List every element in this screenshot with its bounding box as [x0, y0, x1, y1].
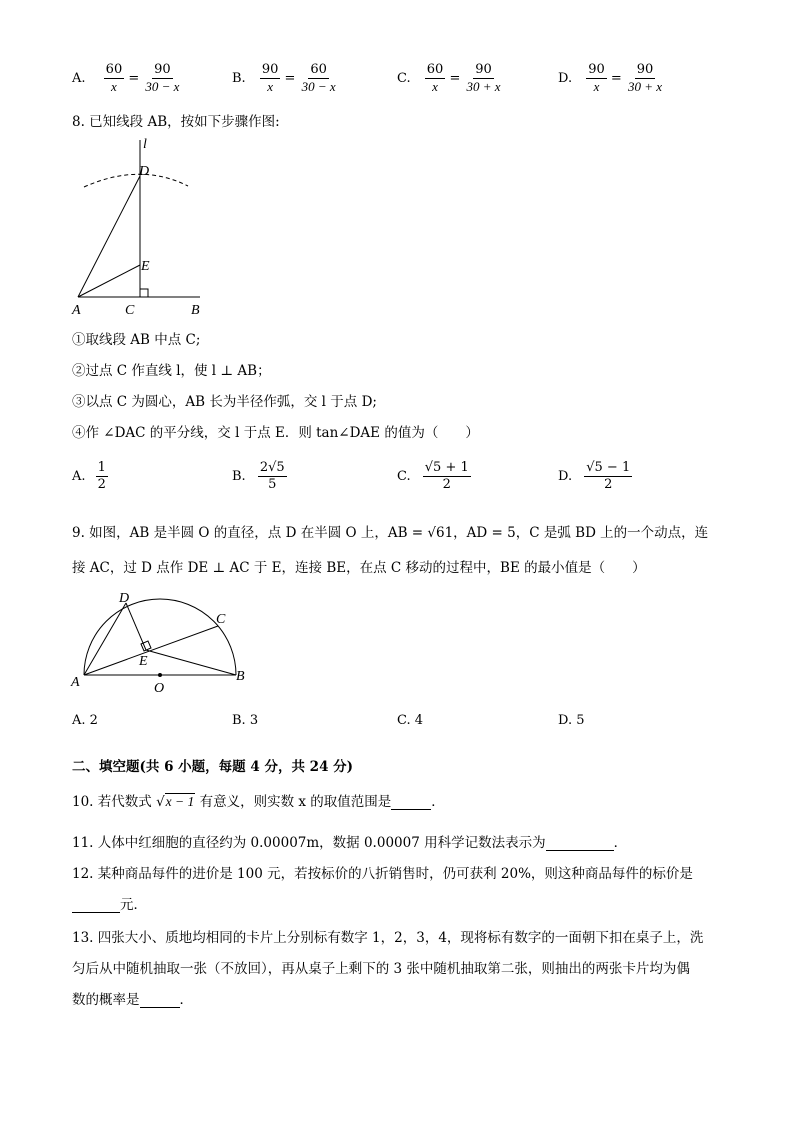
fraction — [465, 62, 503, 95]
segment-ae — [78, 265, 140, 297]
q7-option-d — [558, 62, 664, 95]
label-d: D — [139, 164, 150, 179]
q13-line-1: 13. 四张大小、质地均相同的卡片上分别标有数字 1，2，3，4，现将标有数字的一面朝下扣在桌子上，洗 — [72, 930, 704, 946]
q8-figure — [70, 132, 220, 322]
label-a: A — [71, 675, 80, 690]
fraction — [586, 62, 607, 95]
q7-option-b — [232, 62, 338, 95]
denominator: x — [593, 79, 600, 94]
answer-blank — [391, 795, 431, 810]
q8-step-3: ③以点 C 为圆心，AB 长为半径作弧，交 l 于点 D; — [72, 394, 377, 410]
numerator: 90 — [475, 62, 492, 77]
numerator: √5 + 1 — [424, 460, 469, 475]
option-label: C. — [397, 71, 411, 86]
option-label: D. — [558, 71, 573, 86]
denominator: 2 — [604, 477, 613, 492]
label-e: E — [141, 259, 150, 274]
q12-end: 元． — [120, 897, 147, 913]
numerator: 90 — [261, 62, 279, 77]
q9-option-c: C. 4 — [397, 713, 424, 728]
numerator: 90 — [154, 62, 171, 77]
fraction — [300, 62, 338, 95]
q12-line-2 — [72, 893, 147, 913]
denominator: 30 − x — [301, 79, 336, 94]
radicand: x − 1 — [165, 794, 195, 809]
numerator: 90 — [636, 62, 654, 77]
q8-option-c — [397, 460, 471, 493]
fraction — [96, 460, 108, 493]
q10-pre: 10. 若代数式 — [72, 794, 152, 810]
fraction — [104, 62, 125, 95]
segment-ad — [78, 176, 140, 297]
numerator: √5 − 1 — [586, 460, 631, 475]
q8-step-4: ④作 ∠DAC 的平分线，交 l 于点 E．则 tan∠DAE 的值为（ ） — [72, 425, 479, 441]
q9-option-d: D. 5 — [558, 713, 585, 728]
answer-blank — [546, 836, 614, 851]
arc-dashed — [84, 174, 188, 187]
q8-step-1: ①取线段 AB 中点 C; — [72, 332, 201, 348]
denominator: 2 — [97, 477, 106, 492]
section-2-title: 二、填空题(共 6 小题，每题 4 分，共 24 分) — [72, 759, 354, 775]
label-b: B — [191, 303, 200, 318]
label-d: D — [119, 591, 130, 606]
fraction — [260, 62, 281, 95]
option-label: B. — [232, 469, 246, 484]
fraction — [425, 62, 446, 95]
numerator: 60 — [310, 62, 327, 77]
numerator: 90 — [588, 62, 605, 77]
label-l: l — [143, 137, 147, 152]
q11 — [72, 831, 627, 851]
q11-end: ． — [613, 835, 628, 851]
right-angle-mark — [140, 289, 148, 297]
q9-option-a: A. 2 — [72, 713, 98, 728]
q13-pre: 数的概率是 — [72, 992, 140, 1008]
denominator: x — [267, 79, 273, 94]
denominator: 30 + x — [627, 79, 663, 94]
q8-option-d — [558, 460, 632, 493]
option-label: A. — [72, 71, 86, 86]
semicircle-arc — [84, 599, 236, 675]
label-b: B — [236, 669, 245, 684]
sqrt-sign: √ — [156, 794, 165, 810]
equals-sign: = — [610, 71, 622, 86]
denominator: 30 − x — [145, 79, 180, 94]
denominator: x — [432, 79, 438, 94]
fraction — [143, 62, 181, 95]
option-label: C. — [397, 469, 411, 484]
equals-sign: = — [284, 71, 296, 86]
option-label: D. — [558, 469, 573, 484]
q10-post: 有意义，则实数 x 的取值范围是 — [199, 794, 392, 810]
denominator: x — [111, 79, 117, 94]
q9-line-2: 接 AC，过 D 点作 DE ⊥ AC 于 E，连接 BE，在点 C 移动的过程中，BE 的最小值是（ ） — [72, 560, 646, 576]
denominator: 30 + x — [466, 79, 501, 94]
q7-option-c — [397, 62, 503, 95]
segment-ac — [84, 626, 218, 675]
fraction — [626, 62, 664, 95]
numerator: 60 — [426, 62, 444, 77]
numerator: 1 — [97, 460, 106, 475]
q8-step-2: ②过点 C 作直线 l，使 l ⊥ AB； — [72, 363, 271, 379]
q8-option-a — [72, 460, 108, 493]
fraction — [423, 460, 471, 493]
q13-line-2: 匀后从中随机抽取一张（不放回），再从桌子上剩下的 3 张中随机抽取第二张，则抽出的两张卡片均为偶 — [72, 961, 690, 977]
fraction — [584, 460, 632, 493]
q8-option-b — [232, 460, 287, 493]
option-label: A. — [72, 469, 86, 484]
option-label: B. — [232, 71, 246, 86]
q13-end: ． — [179, 992, 193, 1008]
q13-line-3 — [72, 988, 193, 1008]
denominator: 5 — [268, 477, 277, 492]
center-o-dot — [158, 673, 162, 677]
q9-option-b: B. 3 — [232, 713, 259, 728]
q12-line-1: 12. 某种商品每件的进价是 100 元，若按标价的八折销售时，仍可获利 20%，则这种商品每件的标价是 — [72, 866, 693, 882]
label-c: C — [216, 612, 226, 627]
q11-text: 11. 人体中红细胞的直径约为 0.00007m，数据 0.00007 用科学记数法表示为 — [72, 835, 546, 851]
numerator: 2√5 — [259, 460, 285, 475]
q10 — [72, 790, 445, 810]
numerator: 60 — [105, 62, 123, 77]
denominator: 2 — [442, 477, 451, 492]
label-c: C — [125, 303, 135, 318]
q10-end: ． — [431, 794, 445, 810]
q8-stem: 8. 已知线段 AB，按如下步骤作图: — [72, 114, 280, 130]
equals-sign: = — [128, 71, 140, 86]
q7-option-a — [72, 62, 181, 95]
segment-be — [146, 650, 236, 675]
q9-figure — [68, 588, 253, 698]
answer-blank — [140, 993, 180, 1008]
segment-ad — [84, 603, 126, 675]
label-e: E — [139, 654, 148, 669]
fraction — [258, 460, 287, 493]
q9-line-1: 9. 如图，AB 是半圆 O 的直径，点 D 在半圆 O 上，AB = √61，AD = 5，C 是弧 BD 上的一个动点，连 — [72, 525, 709, 541]
equals-sign: = — [449, 71, 461, 86]
answer-blank — [72, 898, 120, 913]
label-a: A — [72, 303, 81, 318]
label-o: O — [154, 681, 165, 696]
